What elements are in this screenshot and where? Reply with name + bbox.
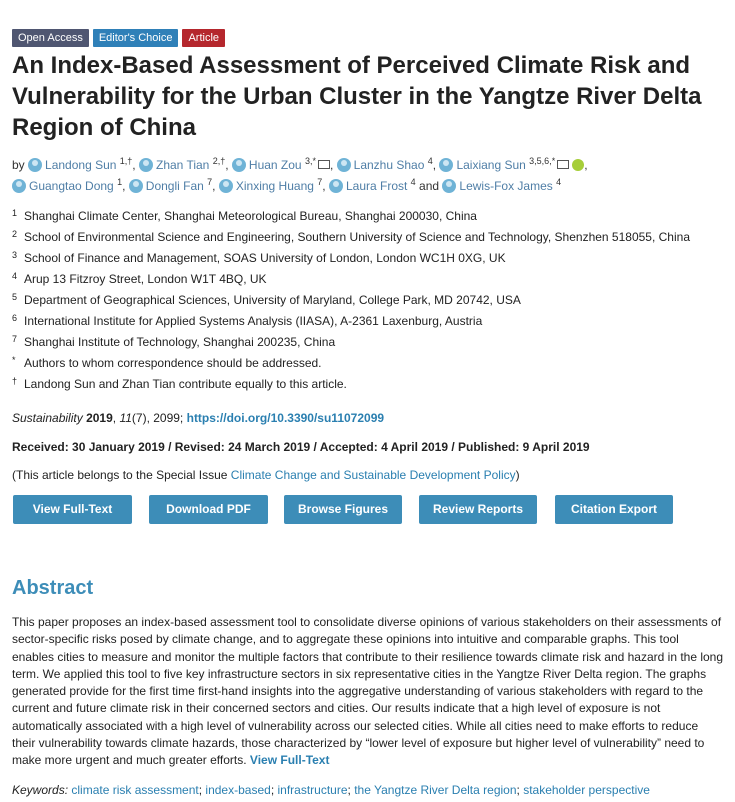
author-profile-icon — [139, 158, 153, 172]
doi-link[interactable]: https://doi.org/10.3390/su11072099 — [186, 411, 385, 425]
citation-export-button[interactable]: Citation Export — [555, 495, 673, 524]
article-type-badge: Article — [182, 29, 225, 47]
author-profile-icon — [129, 179, 143, 193]
orcid-icon[interactable] — [572, 159, 584, 171]
author-profile-icon — [232, 158, 246, 172]
abstract-view-full-text-link[interactable]: View Full-Text — [249, 753, 330, 768]
affiliation-item: 6 International Institute for Applied Systems Analysis (IIASA), A-2361 Laxenburg, Austria — [12, 313, 483, 328]
affiliation-item: 7 Shanghai Institute of Technology, Shanghai 200235, China — [12, 334, 336, 349]
author-huan-zou[interactable]: Huan Zou $^{3,*}$ — [232, 158, 330, 172]
browse-figures-button[interactable]: Browse Figures — [284, 495, 402, 524]
affiliation-item: 5 Department of Geographical Sciences, University of Maryland, College Park, MD 20742, USA — [12, 292, 521, 307]
citation-volume: 11 — [119, 411, 132, 425]
author-profile-icon — [219, 179, 233, 193]
affiliation-item: 3 School of Finance and Management, SOAS University of London, London WC1H 0XG, UK — [12, 250, 506, 265]
affiliation-item: 2 School of Environmental Science and Engineering, Southern University of Science and Technology, Shenzhen 518055, China — [12, 229, 690, 244]
author-guangtao-dong[interactable]: Guangtao Dong $^1$ — [12, 179, 122, 193]
keyword-link[interactable]: climate risk assessment — [71, 783, 199, 797]
by-label: by — [12, 158, 25, 172]
open-access-badge[interactable]: Open Access — [12, 29, 89, 47]
keyword-link[interactable]: infrastructure — [277, 783, 348, 797]
equal-contribution-note: † Landong Sun and Zhan Tian contribute equally to this article. — [12, 376, 347, 391]
article-title: An Index-Based Assessment of Perceived Climate Risk and Vulnerability for the Urban Cluster in the Yangtze River Delta Region of China — [12, 52, 702, 141]
review-reports-button[interactable]: Review Reports — [419, 495, 537, 524]
keyword-link[interactable]: the Yangtze River Delta region — [354, 783, 517, 797]
abstract-text: This paper proposes an index-based assessment tool to consolidate diverse opinions of various stakeholders on their assessments of sector-specific risks posed by climate change, and to aggregate these opinions into intuitive and comparable graphs. This tool enables cities to measure and monitor the multiple factors that contribute to their resilience towards climate risk and hazard in the long term. We applied this tool to five key infrastructure sectors in six representative cities in the Yangtze River Delta region. The graphs generated provide for the first time first-hand insights into the aggregative understanding of various stakeholders with regard to the current and future climate risk in their concerned sectors and cities. Our results indicate that a high level of exposure is not automatically associated with a high level of vulnerability across our selected cities. While all cities need to make efforts to reduce their vulnerability towards climate hazards, those characterized by “lower level of exposure but higher level of vulnerability” need to make more urgent and much greater efforts. View Full-Text — [12, 615, 724, 768]
email-icon[interactable] — [557, 160, 569, 169]
author-list: by Landong Sun $^{1,\dagger}$, Zhan Tian $^{2,\dagger}$, Huan Zou $^{3,*}$ , Lanzhu Shao $^4$, Laixiang Sun $^{3,5,6,*}$ , Guangtao Dong $^1$, Dongli Fan $^7$, Xinxing Huang $^7$, Laura Frost $^4$ and Lewis-Fox James $^4$ — [12, 156, 588, 193]
abstract-heading: Abstract — [12, 577, 94, 599]
journal-name: Sustainability — [12, 411, 83, 425]
citation-year: 2019 — [86, 411, 113, 425]
editors-choice-badge[interactable]: Editor's Choice — [93, 29, 179, 47]
author-xinxing-huang[interactable]: Xinxing Huang $^7$ — [219, 179, 322, 193]
citation-line: Sustainability 2019, 11(7), 2099; https://doi.org/10.3390/su11072099 — [12, 411, 385, 425]
article-badges — [12, 29, 225, 47]
author-profile-icon — [329, 179, 343, 193]
download-pdf-button[interactable]: Download PDF — [149, 495, 268, 524]
keyword-link[interactable]: stakeholder perspective — [523, 783, 650, 797]
affiliation-item: 4 Arup 13 Fitzroy Street, London W1T 4BQ, UK — [12, 271, 267, 286]
author-landong-sun[interactable]: Landong Sun $^{1,\dagger}$ — [28, 158, 132, 172]
email-icon[interactable] — [318, 160, 330, 169]
author-profile-icon — [442, 179, 456, 193]
author-lewis-fox-james[interactable]: Lewis-Fox James $^4$ — [442, 179, 561, 193]
view-full-text-button[interactable]: View Full-Text — [13, 495, 132, 524]
correspondence-note: * Authors to whom correspondence should be addressed. — [12, 355, 322, 370]
author-profile-icon — [28, 158, 42, 172]
author-lanzhu-shao[interactable]: Lanzhu Shao $^4$ — [337, 158, 433, 172]
special-issue-note: (This article belongs to the Special Issue Climate Change and Sustainable Development Policy) — [12, 468, 520, 482]
citation-issue-pages: (7), 2099; — [131, 411, 187, 425]
author-profile-icon — [439, 158, 453, 172]
author-profile-icon — [337, 158, 351, 172]
publication-dates: Received: 30 January 2019 / Revised: 24 March 2019 / Accepted: 4 April 2019 / Published: 9 April 2019 — [12, 440, 590, 454]
author-laura-frost[interactable]: Laura Frost $^4$ — [329, 179, 416, 193]
keywords-label: Keywords: — [12, 783, 69, 797]
author-zhan-tian[interactable]: Zhan Tian $^{2,\dagger}$ — [139, 158, 225, 172]
affiliation-item: 1 Shanghai Climate Center, Shanghai Meteorological Bureau, Shanghai 200030, China — [12, 208, 477, 223]
special-issue-link[interactable]: Climate Change and Sustainable Development Policy — [230, 468, 516, 482]
author-profile-icon — [12, 179, 26, 193]
affiliation-list — [12, 206, 727, 395]
keyword-link[interactable]: index-based — [205, 783, 271, 797]
author-laixiang-sun[interactable]: Laixiang Sun $^{3,5,6,*}$ — [439, 158, 584, 172]
keywords-line: Keywords: climate risk assessment; index-based; infrastructure; the Yangtze River Delta region; stakeholder perspective — [12, 783, 650, 797]
author-dongli-fan[interactable]: Dongli Fan $^7$ — [129, 179, 212, 193]
